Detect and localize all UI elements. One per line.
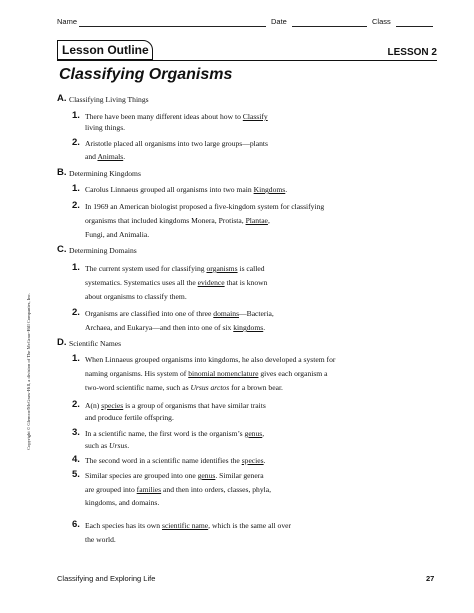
- page-number: 27: [426, 574, 435, 583]
- item-number: 2.: [72, 200, 80, 211]
- answer: Kingdoms: [253, 185, 286, 194]
- italic-text: Ursus arctos: [190, 383, 230, 392]
- item-number: 1.: [72, 262, 80, 273]
- item-number: 2.: [72, 307, 80, 318]
- section-letter-d: D.: [57, 337, 67, 348]
- footer-chapter: Classifying and Exploring Life: [57, 574, 156, 583]
- text: Organisms are classified into one of three: [85, 309, 214, 318]
- lesson-outline-label: Lesson Outline: [57, 40, 153, 60]
- item-line: living things.: [85, 123, 126, 132]
- text: Archaea, and Eukarya—and then into one of six: [85, 323, 234, 332]
- section-title-b: Determining Kingdoms: [69, 169, 141, 178]
- answer: Animals: [97, 152, 124, 161]
- item-line: Fungi, and Animalia.: [85, 230, 150, 239]
- section-title-a: Classifying Living Things: [69, 95, 149, 104]
- answer: species: [101, 401, 124, 410]
- text: Carolus Linnaeus grouped all organisms into two main: [85, 185, 254, 194]
- class-label: Class: [372, 17, 391, 26]
- item-number: 3.: [72, 427, 80, 438]
- text: The second word in a scientific name identifies the: [85, 456, 242, 465]
- text: .: [263, 323, 266, 332]
- section-letter-a: A.: [57, 93, 67, 104]
- item-number: 5.: [72, 469, 80, 480]
- answer: binomial nomenclature: [188, 369, 259, 378]
- answer: Plantae: [245, 216, 268, 225]
- text: . Similar genera: [215, 471, 264, 480]
- text: gives each organism a: [258, 369, 328, 378]
- text: is a group of organisms that have similar traits: [123, 401, 266, 410]
- item-line: [85, 471, 264, 480]
- name-label: Name: [57, 17, 78, 26]
- class-field[interactable]: [396, 26, 433, 27]
- section-letter-b: B.: [57, 167, 67, 178]
- item-line: [85, 401, 266, 410]
- item-line: Aristotle placed all organisms into two large groups—plants: [85, 139, 268, 148]
- text: organisms that included kingdoms Monera, Protista,: [85, 216, 246, 225]
- answer: genus: [244, 429, 263, 438]
- answer: domains: [213, 309, 240, 318]
- text: —Bacteria,: [239, 309, 274, 318]
- item-line: [85, 485, 271, 494]
- answer: organisms: [206, 264, 238, 273]
- item-line: kingdoms, and domains.: [85, 498, 160, 507]
- item-line: [85, 112, 268, 121]
- section-title-d: Scientific Names: [69, 339, 122, 348]
- header-rule: [57, 60, 437, 61]
- text: .: [127, 441, 130, 450]
- item-number: 2.: [72, 399, 80, 410]
- section-letter-c: C.: [57, 244, 67, 255]
- text: and: [85, 152, 98, 161]
- name-field[interactable]: [79, 26, 266, 27]
- item-number: 1.: [72, 183, 80, 194]
- text: naming organisms. His system of: [85, 369, 189, 378]
- text: There have been many different ideas about how to: [85, 112, 243, 121]
- text: .: [123, 152, 126, 161]
- item-number: 6.: [72, 519, 80, 530]
- item-line: about organisms to classify them.: [85, 292, 187, 301]
- item-number: 1.: [72, 110, 80, 121]
- text: two-word scientific name, such as: [85, 383, 191, 392]
- item-line: [85, 323, 265, 332]
- text: .: [285, 185, 288, 194]
- item-line: [85, 216, 270, 225]
- copyright-notice: Copyright © Glencoe/McGraw-Hill, a division of The McGraw-Hill Companies, Inc.: [26, 293, 31, 450]
- item-line: [85, 152, 125, 161]
- text: A(n): [85, 401, 102, 410]
- text: for a brown bear.: [229, 383, 283, 392]
- item-line: and produce fertile offspring.: [85, 413, 174, 422]
- item-line: [85, 383, 283, 392]
- text: and then into orders, classes, phyla,: [161, 485, 272, 494]
- answer: genus: [197, 471, 216, 480]
- text: Similar species are grouped into one: [85, 471, 198, 480]
- section-title-c: Determining Domains: [69, 246, 137, 255]
- item-line: [85, 185, 287, 194]
- item-number: 2.: [72, 137, 80, 148]
- page-title: Classifying Organisms: [59, 66, 233, 83]
- text: Each species has its own: [85, 521, 162, 530]
- text: The current system used for classifying: [85, 264, 207, 273]
- date-label: Date: [271, 17, 287, 26]
- item-line: When Linnaeus grouped organisms into kingdoms, he also developed a system for: [85, 355, 336, 364]
- item-line: In 1969 an American biologist proposed a five-kingdom system for classifying: [85, 202, 325, 211]
- answer: Classify: [242, 112, 268, 121]
- answer: families: [136, 485, 162, 494]
- text: such as: [85, 441, 110, 450]
- answer: scientific name: [161, 521, 209, 530]
- item-line: [85, 429, 264, 438]
- answer: species: [241, 456, 264, 465]
- item-line: [85, 264, 265, 273]
- answer: evidence: [197, 278, 225, 287]
- text: ,: [267, 216, 270, 225]
- text: systematics. Systematics uses all the: [85, 278, 198, 287]
- item-number: 4.: [72, 454, 80, 465]
- item-line: [85, 441, 129, 450]
- text: In a scientific name, the first word is the organism’s: [85, 429, 245, 438]
- text: that is known: [224, 278, 268, 287]
- item-number: 1.: [72, 353, 80, 364]
- text: are grouped into: [85, 485, 137, 494]
- item-line: [85, 278, 267, 287]
- text: .: [263, 456, 266, 465]
- text: , which is the same all over: [208, 521, 292, 530]
- item-line: [85, 456, 266, 465]
- item-line: the world.: [85, 535, 116, 544]
- italic-text: Ursus: [109, 441, 128, 450]
- item-line: [85, 521, 291, 530]
- item-line: [85, 369, 327, 378]
- lesson-number: LESSON 2: [387, 47, 437, 58]
- text: is called: [237, 264, 265, 273]
- text: ,: [262, 429, 265, 438]
- answer: kingdoms: [233, 323, 264, 332]
- item-line: [85, 309, 274, 318]
- date-field[interactable]: [292, 26, 367, 27]
